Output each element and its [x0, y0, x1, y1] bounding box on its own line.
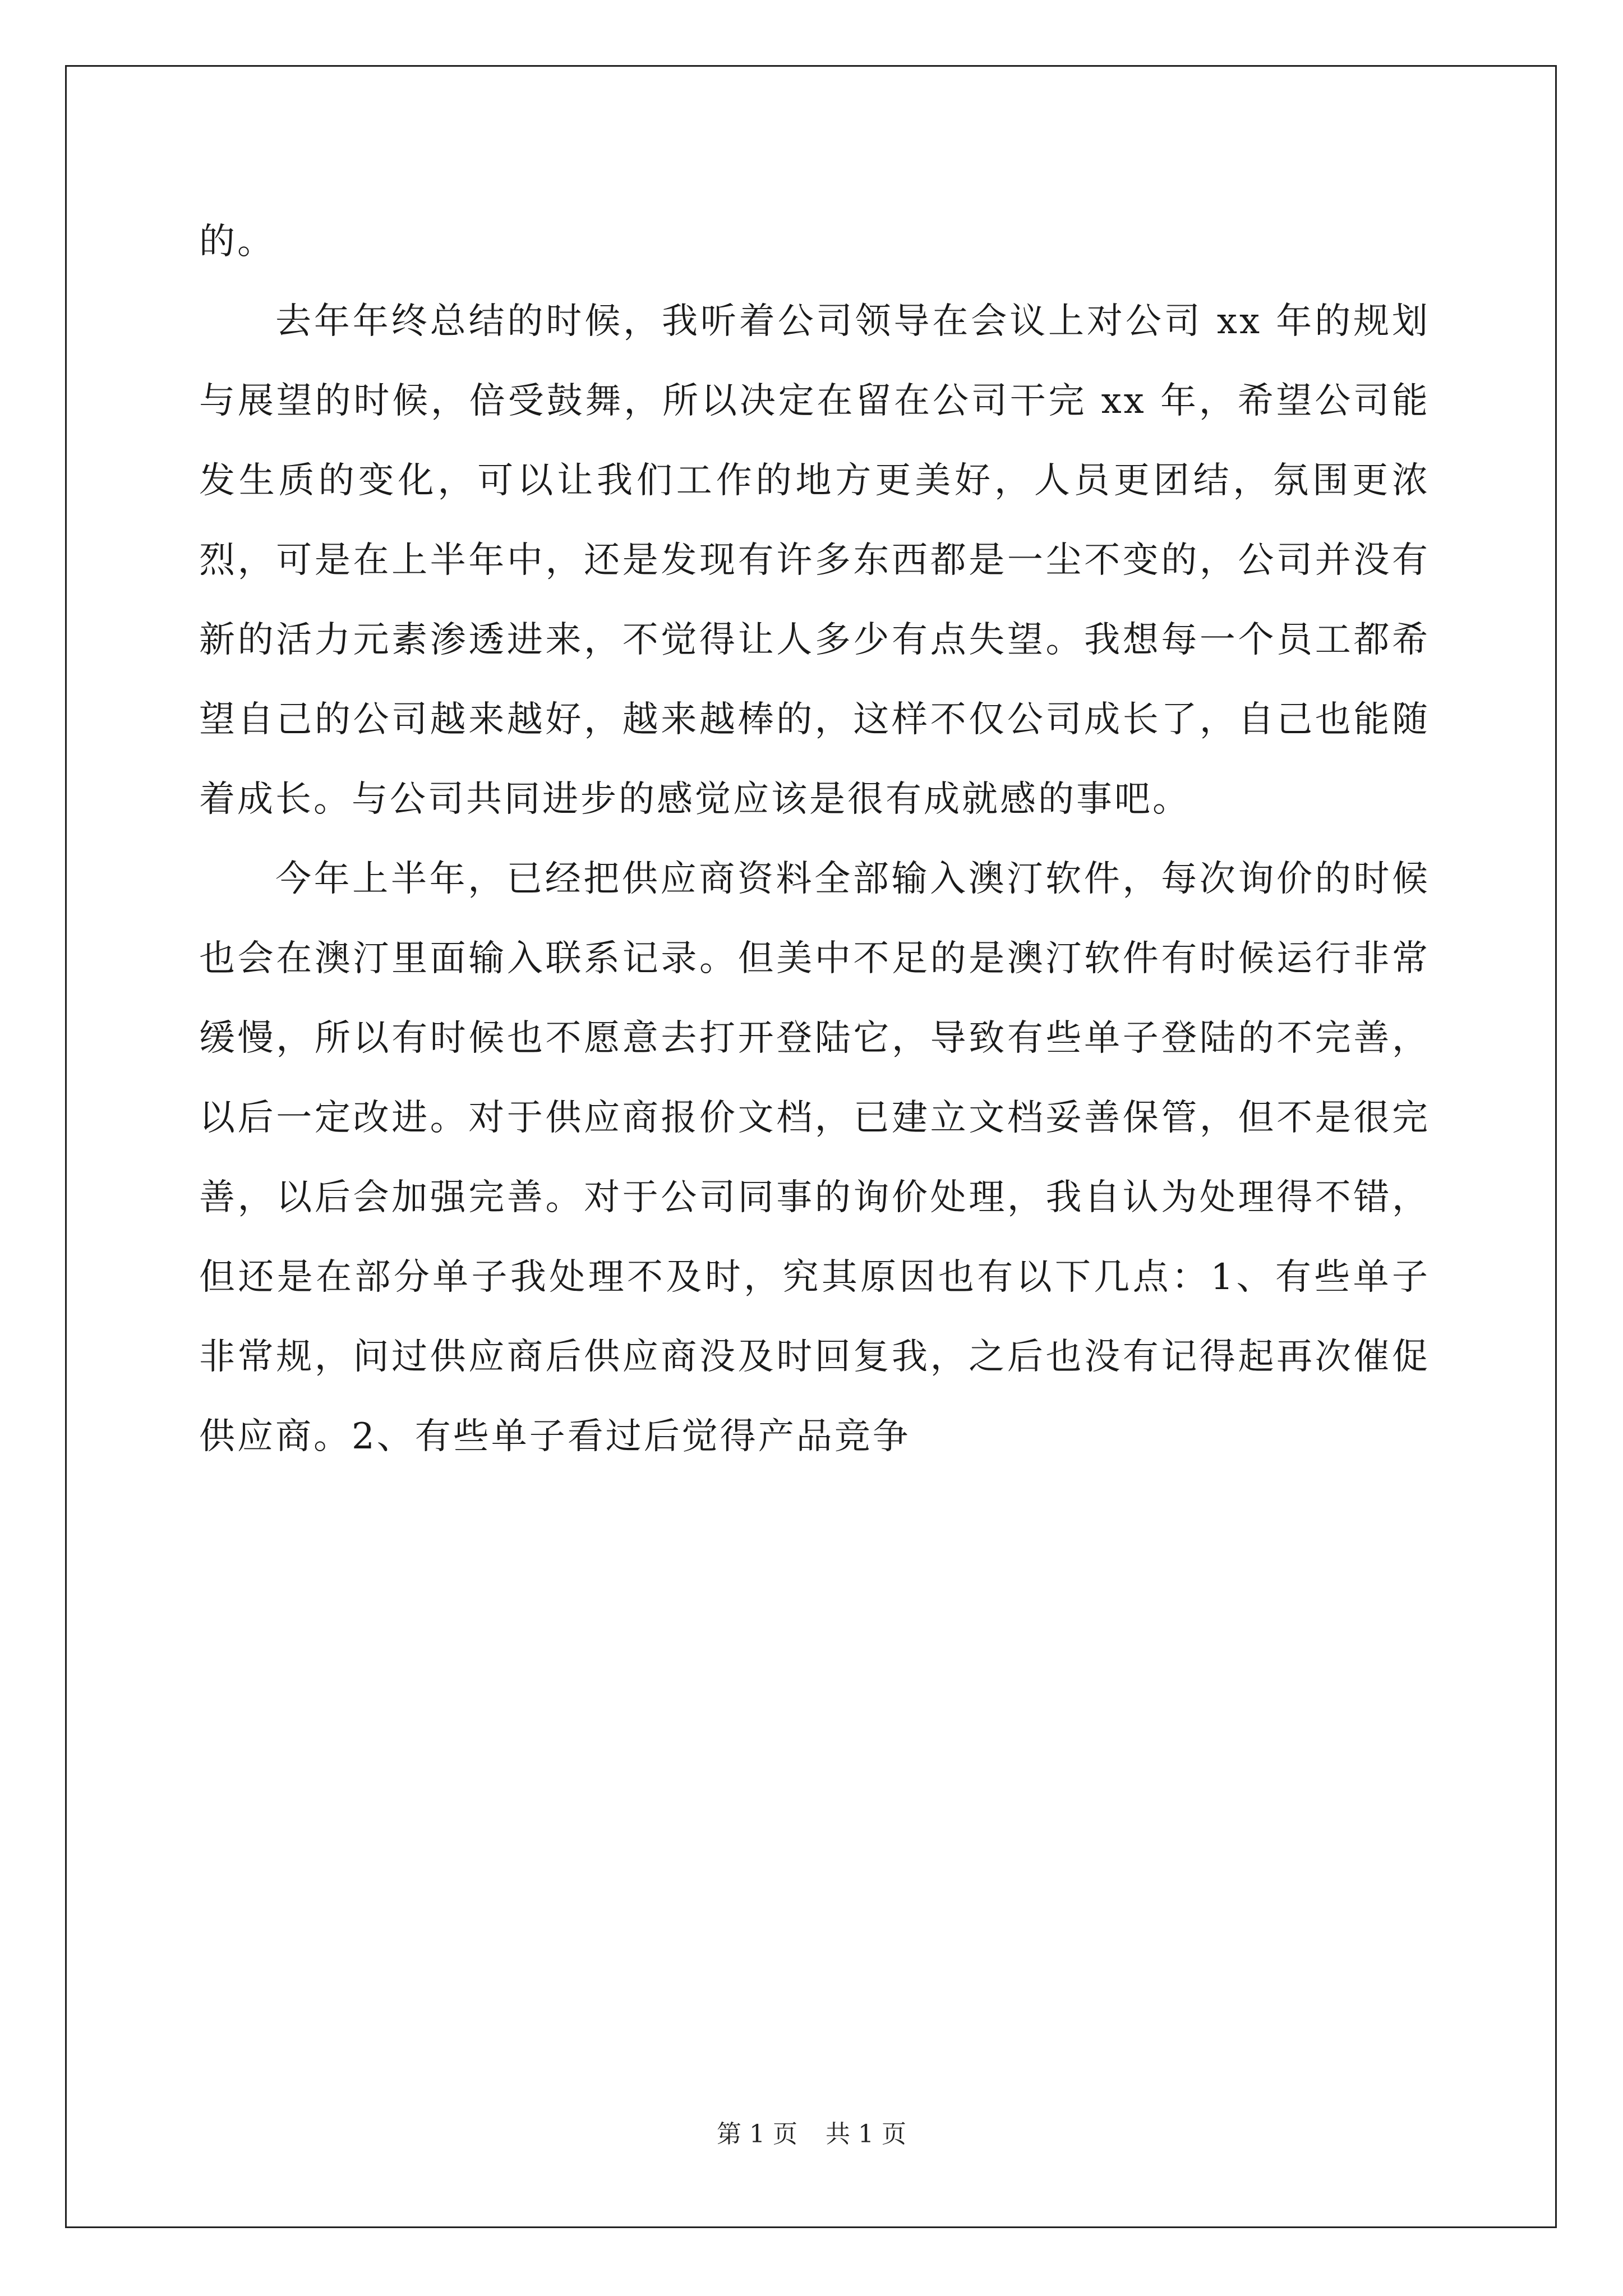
paragraph-2: 去年年终总结的时候，我听着公司领导在会议上对公司 xx 年的规划与展望的时候，倍受鼓舞，所以决定在留在公司干完 xx 年，希望公司能发生质的变化，可以让我们工作的地方更美好，人员更团结，氛围更浓烈，可是在上半年中，还是发现有许多东西都是一尘不变的，公司并没有新的活力元素渗透进来，不觉得让人多少有点失望。我想每一个员工都希望自己的公司越来越好，越来越棒的，这样不仅公司成长了，自己也能随着成长。与公司共同进步的感觉应该是很有成就感的事吧。 [199, 301, 1430, 820]
paragraph-3: 今年上半年，已经把供应商资料全部输入澳汀软件，每次询价的时候也会在澳汀里面输入联系记录。但美中不足的是澳汀软件有时候运行非常缓慢，所以有时候也不愿意去打开登陆它，导致有些单子登陆的不完善，以后一定改进。对于供应商报价文档，已建立文档妥善保管，但不是很完善，以后会加强完善。对于公司同事的询价处理，我自认为处理得不错，但还是在部分单子我处理不及时，究其原因也有以下几点：1、有些单子非常规，问过供应商后供应商没及时回复我，之后也没有记得起再次催促供应商。2、有些单子看过后觉得产品竞争 [199, 858, 1430, 1457]
document-body [199, 202, 1430, 1476]
paragraph-1: 的。 [199, 221, 275, 263]
page-total: 共 1 页 [826, 2120, 906, 2148]
page-footer [0, 2118, 1623, 2151]
page-number: 第 1 页 [717, 2120, 797, 2148]
